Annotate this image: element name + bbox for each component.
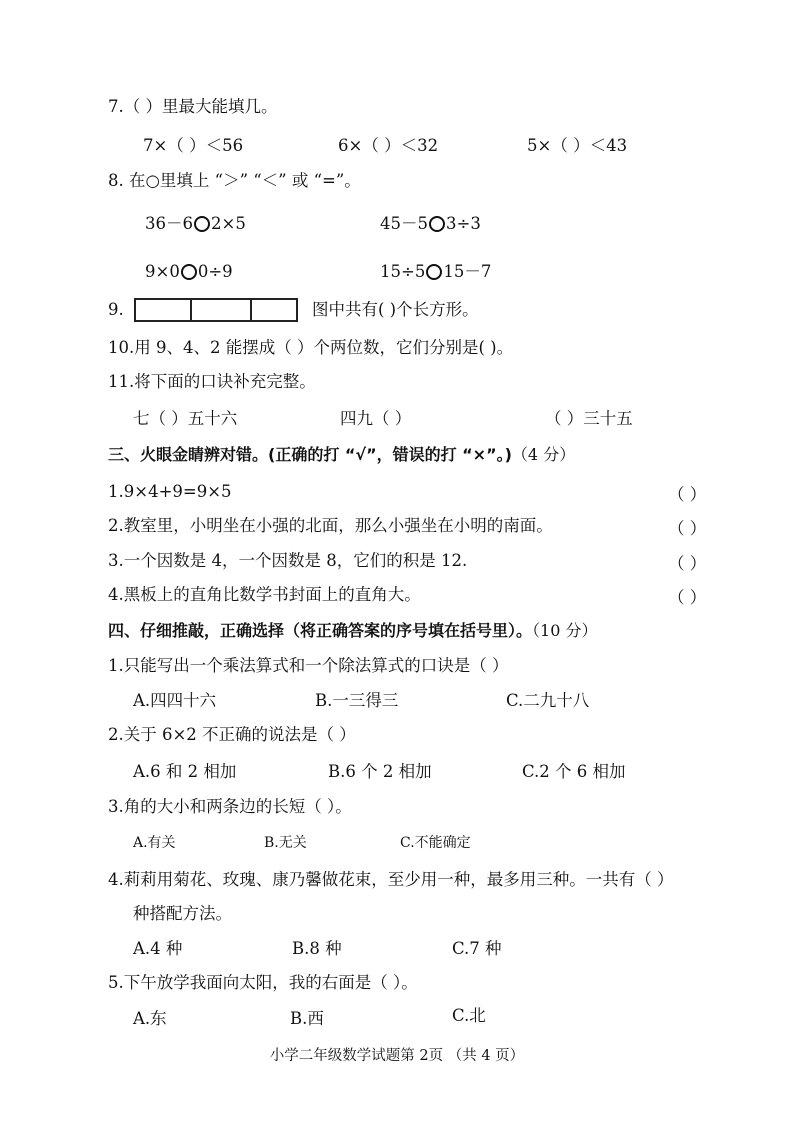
tf-item-2: 2.教室里，小明坐在小强的北面，那么小强坐在小明的南面。 [108, 516, 553, 535]
compare-circle-icon[interactable] [194, 216, 210, 232]
rectangle-strip-figure [134, 298, 298, 322]
q8-b-right: 3÷3 [446, 214, 481, 233]
mc-q2-option-a[interactable]: A.6 和 2 相加 [133, 762, 237, 781]
mc-q4-stem-cont: 种搭配方法。 [133, 904, 232, 923]
mc-q1-option-b[interactable]: B.一三得三 [315, 691, 399, 710]
q10-text: 10.用 9、4、2 能摆成（ ）个两位数，它们分别是( )。 [108, 338, 514, 357]
q8-c-right: 0÷9 [197, 262, 233, 281]
q11-item-c: （ ）三十五 [545, 409, 633, 428]
compare-circle-icon[interactable] [426, 264, 442, 280]
mc-q2-option-c[interactable]: C.2 个 6 相加 [522, 762, 626, 781]
mc-q1-option-a[interactable]: A.四四十六 [133, 691, 217, 710]
mc-q1-option-c[interactable]: C.二九十八 [506, 691, 590, 710]
mc-q5-option-a[interactable]: A.东 [133, 1009, 167, 1028]
q7-item-a: 7×（ ）＜56 [143, 136, 244, 155]
q8-b-left: 45－5 [380, 214, 428, 233]
tf-answer-paren[interactable]: （ ） [668, 519, 707, 538]
q8-expr-b [380, 213, 481, 235]
q9-number: 9. [108, 300, 124, 319]
section-3-title [108, 444, 575, 466]
q8-expr-c [145, 261, 233, 283]
mc-q5-option-b[interactable]: B.西 [290, 1009, 324, 1028]
section-3-score: （4 分） [511, 445, 576, 464]
section-4-score: （10 分） [532, 621, 598, 640]
q8-expr-a [145, 213, 246, 235]
mc-q2-option-b[interactable]: B.6 个 2 相加 [328, 762, 432, 781]
strip-divider [250, 300, 252, 320]
q9-text: 图中共有( )个长方形。 [312, 300, 479, 319]
q8-expr-d [380, 261, 491, 283]
q8-a-left: 36－6 [145, 214, 193, 233]
compare-circle-icon[interactable] [429, 216, 445, 232]
mc-q3-option-b[interactable]: B.无关 [264, 835, 307, 851]
mc-q4-option-b[interactable]: B.8 种 [292, 939, 342, 958]
q11-item-b: 四九（ ） [340, 409, 412, 428]
mc-q4-stem: 4.莉莉用菊花、玫瑰、康乃馨做花束，至少用一种，最多用三种。一共有（ ） [108, 870, 674, 889]
q7-item-c: 5×（ ）＜43 [527, 136, 628, 155]
mc-q5-option-c[interactable]: C.北 [452, 1006, 486, 1025]
q7-item-b: 6×（ ）＜32 [338, 136, 439, 155]
q11-item-a: 七（ ）五十六 [133, 409, 238, 428]
q7-stem: 7.（ ）里最大能填几。 [108, 97, 278, 116]
section-4-title-text: 四、仔细推敲，正确选择（将正确答案的序号填在括号里）。 [108, 621, 533, 640]
tf-answer-paren[interactable]: （ ） [668, 588, 707, 607]
mc-q3-option-a[interactable]: A.有关 [133, 835, 176, 851]
page-footer: 小学二年级数学试题第 2页 （共 4 页） [269, 1048, 525, 1064]
q8-stem: 8. 在○里填上 “＞” “＜” 或 “=”。 [108, 171, 361, 190]
tf-item-1: 1.9×4+9=9×5 [108, 482, 232, 501]
mc-q3-stem: 3.角的大小和两条边的长短（ ）。 [108, 797, 352, 816]
tf-item-3: 3.一个因数是 4，一个因数是 8，它们的积是 12. [108, 551, 468, 570]
compare-circle-icon[interactable] [181, 264, 197, 280]
q8-d-right: 15－7 [443, 262, 492, 281]
mc-q2-stem: 2.关于 6×2 不正确的说法是（ ） [108, 725, 356, 744]
mc-q5-stem: 5.下午放学我面向太阳，我的右面是（ ）。 [108, 973, 418, 992]
mc-q3-option-c[interactable]: C.不能确定 [400, 835, 471, 851]
q8-a-right: 2×5 [211, 214, 246, 233]
mc-q1-stem: 1.只能写出一个乘法算式和一个除法算式的口诀是（ ） [108, 656, 509, 675]
tf-item-4: 4.黑板上的直角比数学书封面上的直角大。 [108, 585, 421, 604]
q8-d-left: 15÷5 [380, 262, 426, 281]
tf-answer-paren[interactable]: （ ） [668, 485, 707, 504]
strip-divider [190, 300, 192, 320]
tf-answer-paren[interactable]: （ ） [668, 554, 707, 573]
q8-c-left: 9×0 [145, 262, 180, 281]
mc-q4-option-c[interactable]: C.7 种 [452, 939, 502, 958]
mc-q4-option-a[interactable]: A.4 种 [133, 939, 183, 958]
section-4-title [108, 620, 597, 642]
q11-stem: 11.将下面的口诀补充完整。 [108, 372, 316, 391]
section-3-title-text: 三、火眼金睛辨对错。(正确的打 “√”，错误的打 “×”。) [108, 445, 512, 464]
